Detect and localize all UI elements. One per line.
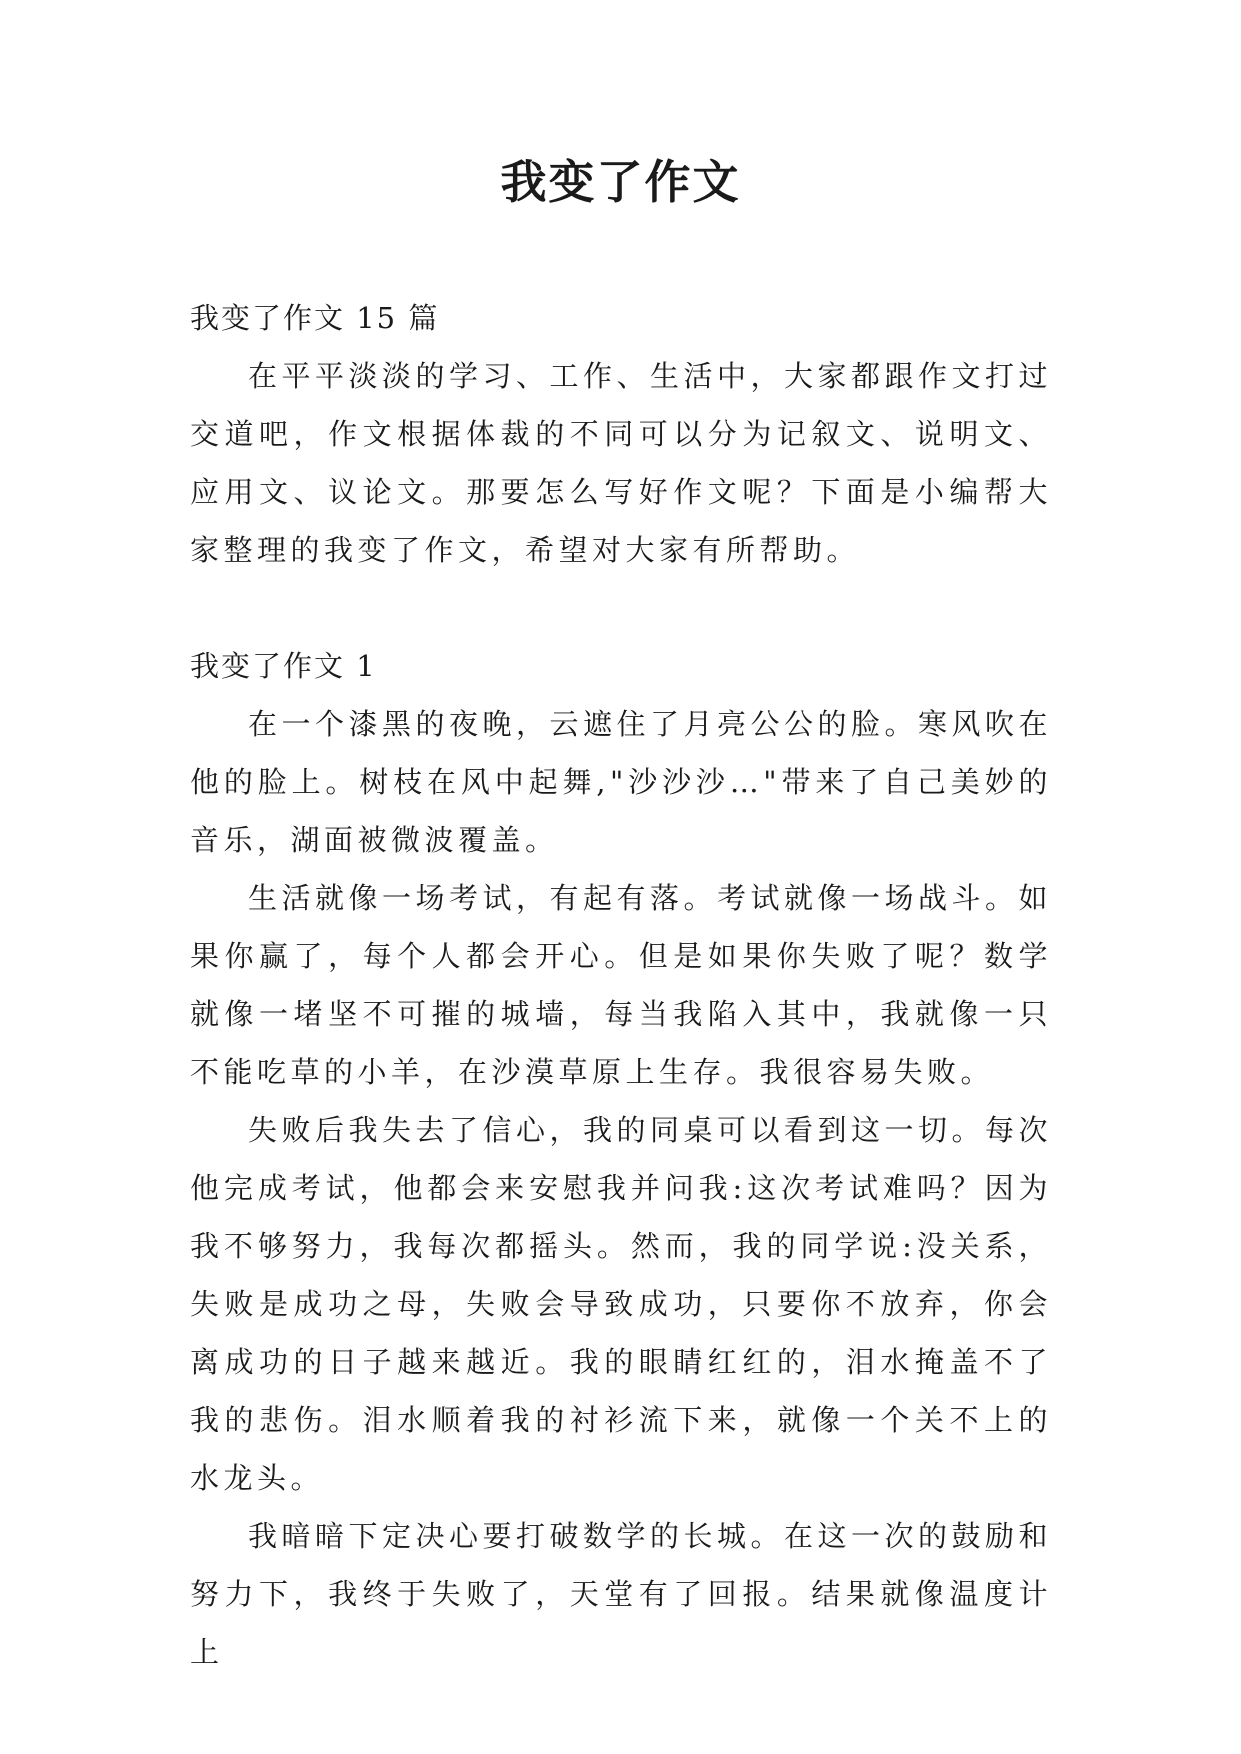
essay-heading: 我变了作文 1 (190, 649, 377, 683)
document-body (190, 289, 1052, 1681)
collection-heading: 我变了作文 15 篇 (190, 301, 440, 335)
essay-paragraph: 失败后我失去了信心，我的同桌可以看到这一切。每次他完成考试，他都会来安慰我并问我:这次考试难吗？因为我不够努力，我每次都摇头。然而，我的同学说:没关系，失败是成功之母，失败会导致成功，只要你不放弃，你会离成功的日子越来越近。我的眼睛红红的，泪水掩盖不了我的悲伤。泪水顺着我的衬衫流下来，就像一个关不上的水龙头。 (190, 1113, 1053, 1495)
section-spacer (190, 579, 1052, 637)
intro-paragraph: 在平平淡淡的学习、工作、生活中，大家都跟作文打过交道吧，作文根据体裁的不同可以分为记叙文、说明文、应用文、议论文。那要怎么写好作文呢？下面是小编帮大家整理的我变了作文，希望对大家有所帮助。 (190, 359, 1053, 567)
essay-paragraph: 我暗暗下定决心要打破数学的长城。在这一次的鼓励和努力下，我终于失败了，天堂有了回报。结果就像温度计上 (190, 1519, 1053, 1669)
document-title: 我变了作文 (500, 155, 741, 209)
essay-paragraph: 生活就像一场考试，有起有落。考试就像一场战斗。如果你赢了，每个人都会开心。但是如果你失败了呢？数学就像一堵坚不可摧的城墙，每当我陷入其中，我就像一只不能吃草的小羊，在沙漠草原上生存。我很容易失败。 (190, 881, 1053, 1089)
essay-paragraph: 在一个漆黑的夜晚，云遮住了月亮公公的脸。寒风吹在他的脸上。树枝在风中起舞,"沙沙沙…"带来了自己美妙的音乐，湖面被微波覆盖。 (190, 707, 1053, 857)
